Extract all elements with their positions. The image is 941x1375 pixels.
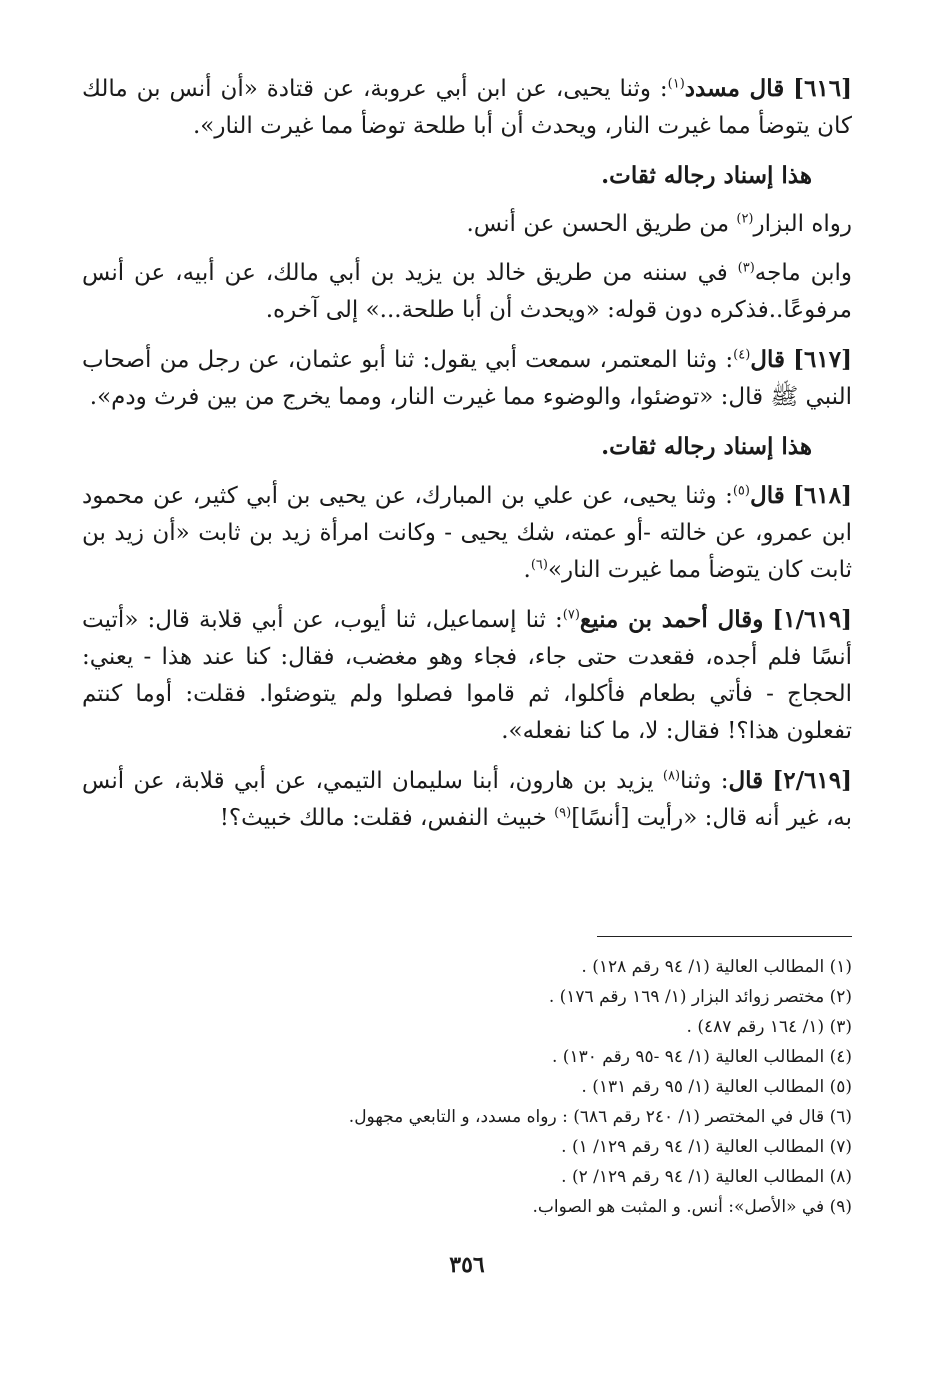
footnote-ref: (٧) xyxy=(562,607,580,623)
source-name: رواه البزار xyxy=(753,211,852,237)
footnote-ref: (٢) xyxy=(736,211,754,227)
takhrij-text: في سننه من طريق خالد بن يزيد بن أبي مالك، عن أبيه، عن أنس مرفوعًا..فذكره دون قوله: «ويحدث أن أبا طلحة...» إلى آخره. xyxy=(82,260,852,323)
narrator-label: قال xyxy=(749,482,785,509)
footnote-separator xyxy=(597,936,852,937)
hadith-text: : ثنا إسماعيل، ثنا أيوب، عن أبي قلابة قال: «أتيت أنسًا فلم أجده، فقعدت حتى جاء، فجاء وهو مغضب، فقال: كنا عند هذا - يعني: الحجاج - فأتي بطعام فأكلوا، ثم قاموا فصلوا ولم يتوضئوا. فقلت: أوما كنتم تفعلون هذا؟! فقال: لا، ما كنا نفعله». xyxy=(82,607,852,744)
hadith-619-2 xyxy=(82,762,852,837)
main-text xyxy=(82,70,852,837)
hadith-617 xyxy=(82,341,852,416)
narrator-label: قال xyxy=(750,346,786,373)
hadith-text: خبيث النفس، فقلت: مالك خبيث؟! xyxy=(219,805,555,831)
hadith-619-1 xyxy=(82,601,852,750)
hadith-number: [٢/٦١٩] xyxy=(772,767,852,794)
footnote-item: (٨) المطالب العالية (١/ ٩٤ رقم ١٢٩/ ٢) . xyxy=(561,1167,852,1187)
takhrij-text: من طريق الحسن عن أنس. xyxy=(466,211,737,237)
hadith-text: : وثنا يحيى، عن ابن أبي عروبة، عن قتادة «أن أنس بن مالك كان يتوضأ مما غيرت النار، ويحدث أن أبا طلحة توضأ مما غيرت النار». xyxy=(82,76,852,139)
footnote-item: (٢) مختصر زوائد البزار (١/ ١٦٩ رقم ١٧٦) . xyxy=(548,987,852,1007)
hadith-number: [٦١٨] xyxy=(793,482,852,509)
hadith-618 xyxy=(82,477,852,589)
footnote-ref: (١) xyxy=(667,76,685,92)
footnote-ref: (٩) xyxy=(554,805,572,821)
hadith-text: : وثنا يحيى، عن علي بن المبارك، عن يحيى بن أبي كثير، عن محمود ابن عمرو، عن خالته -أو عمته، شك يحيى - وكانت امرأة زيد بن ثابت «أن زيد بن ثابت كان يتوضأ مما غيرت النار» xyxy=(82,483,852,583)
footnote-item: (٣) (١/ ١٦٤ رقم ٤٨٧) . xyxy=(686,1017,852,1037)
hadith-616 xyxy=(82,70,852,145)
footnote-ref: (٦) xyxy=(530,557,548,573)
footnote-ref: (٣) xyxy=(737,260,755,276)
book-page xyxy=(82,70,852,1330)
isnad-grading: هذا إسناد رجاله ثقات. xyxy=(601,433,812,460)
footnote-item: (٥) المطالب العالية (١/ ٩٥ رقم ١٣١) . xyxy=(581,1077,852,1097)
page-number: ٣٥٦ xyxy=(449,1252,485,1278)
hadith-text: يزيد بن هارون، أبنا سليمان التيمي، عن أبي قلابة، عن أنس به، غير أنه قال: «رأيت [أنسًا] xyxy=(82,768,852,831)
hadith-text: : وثنا xyxy=(680,768,729,794)
footnote-item: (٩) في «الأصل»: أنس. و المثبت هو الصواب. xyxy=(532,1197,852,1217)
footnote-ref: (٤) xyxy=(733,347,751,363)
footnote-item: (٤) المطالب العالية (١/ ٩٤ -٩٥ رقم ١٣٠) . xyxy=(552,1047,852,1067)
hadith-number: [٦١٧] xyxy=(793,346,852,373)
hadith-text-end: . xyxy=(523,557,531,583)
narrator-label: وقال أحمد بن منيع xyxy=(579,606,764,633)
source-name: وابن ماجه xyxy=(754,260,852,286)
footnote-ref: (٥) xyxy=(732,483,750,499)
isnad-grading: هذا إسناد رجاله ثقات. xyxy=(601,162,812,189)
narrator-label: قال xyxy=(728,767,764,794)
footnote-item: (٧) المطالب العالية (١/ ٩٤ رقم ١٢٩/ ١) . xyxy=(561,1137,852,1157)
takhrij-ibn-majah xyxy=(82,255,852,329)
hadith-number: [١/٦١٩] xyxy=(772,606,853,633)
footnote-item: (٦) قال في المختصر (١/ ٢٤٠ رقم ٦٨٦) : رواه مسدد، و التابعي مجهول. xyxy=(348,1107,852,1127)
takhrij-bazzar xyxy=(82,206,852,243)
footnote-ref: (٨) xyxy=(662,768,681,784)
footnote-item: (١) المطالب العالية (١/ ٩٤ رقم ١٢٨) . xyxy=(581,957,852,977)
hadith-number: [٦١٦] xyxy=(793,75,853,102)
hadith-text: : وثنا المعتمر، سمعت أبي يقول: ثنا أبو عثمان، عن رجل من أصحاب النبي ﷺ قال: «توضئوا، والوضوء مما غيرت النار، ومما يخرج من بين فرث ودم». xyxy=(82,347,852,410)
narrator-label: قال مسدد xyxy=(684,75,785,102)
footnotes xyxy=(82,952,852,1222)
